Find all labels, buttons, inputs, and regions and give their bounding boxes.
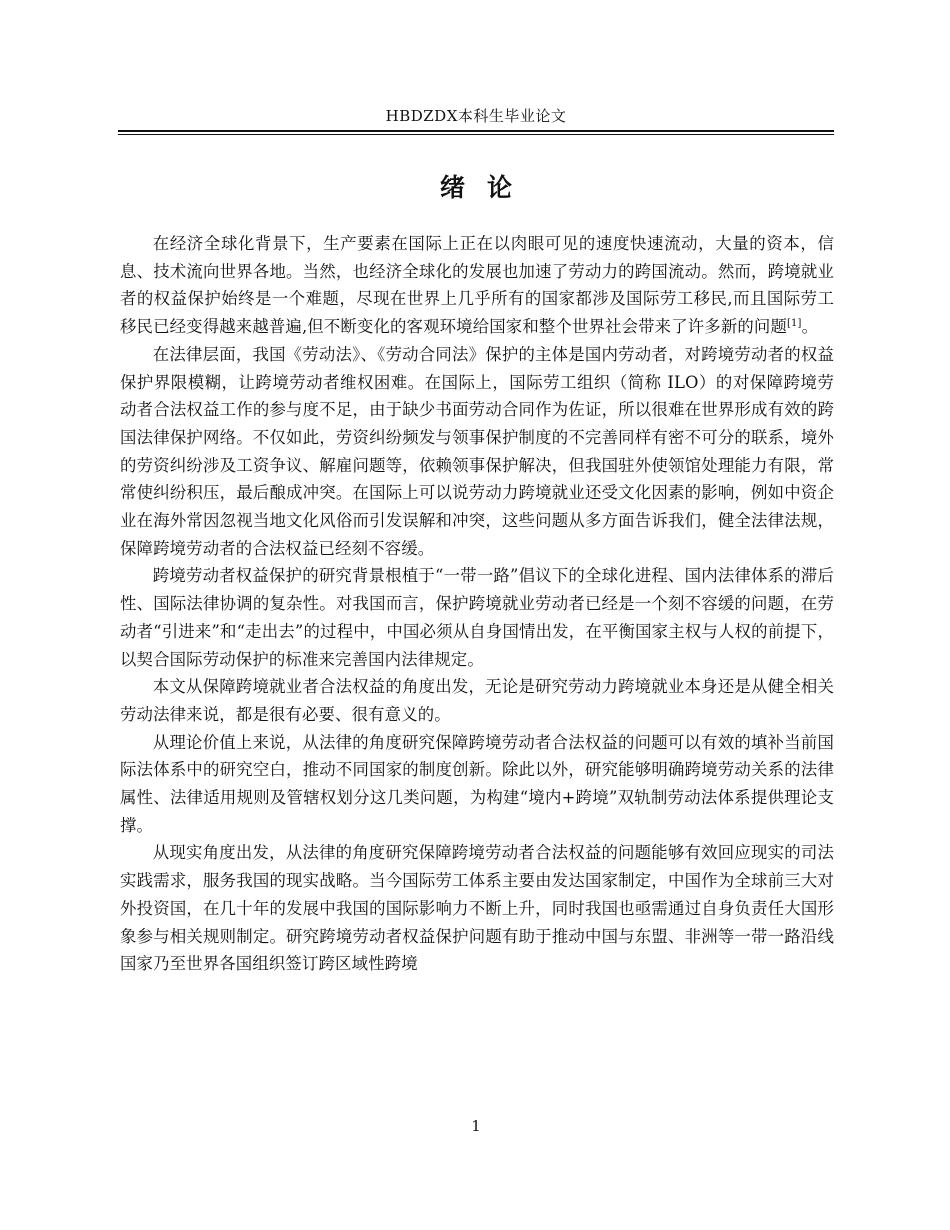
paragraph bbox=[120, 562, 834, 673]
paragraph bbox=[120, 729, 834, 840]
paragraph-text: 在经济全球化背景下，生产要素在国际上正在以肉眼可见的速度快速流动，大量的资本，信息、技术流向世界各地。当然，也经济全球化的发展也加速了劳动力的跨国流动。然而，跨境就业者的权益保护始终是一个难题，尽现在世界上几乎所有的国家都涉及国际劳工移民,而且国际劳工移民已经变得越来越普遍,但不断变化的客观环境给国家和整个世界社会带来了许多新的问题 bbox=[120, 234, 834, 337]
paragraph bbox=[120, 341, 834, 563]
body-text bbox=[120, 230, 834, 978]
page-number: 1 bbox=[471, 1117, 481, 1135]
header-title: HBDZDX本科生毕业论文 bbox=[385, 107, 567, 125]
paragraph-tail: 。 bbox=[801, 317, 819, 337]
paragraph-text: 跨境劳动者权益保护的研究背景根植于“一带一路”倡议下的全球化进程、国内法律体系的滞后性、国际法律协调的复杂性。对我国而言，保护跨境就业劳动者已经是一个刻不容缓的问题，在劳动者“引进来”和“走出去”的过程中，中国必须从自身国情出发，在平衡国家主权与人权的前提下，以契合国际劳动保护的标准来完善国内法律规定。 bbox=[120, 566, 834, 669]
header-rule-thick bbox=[118, 130, 834, 132]
paragraph-text: 从理论价值上来说，从法律的角度研究保障跨境劳动者合法权益的问题可以有效的填补当前国际法体系中的研究空白，推动不同国家的制度创新。除此以外，研究能够明确跨境劳动关系的法律属性、法律适用规则及管辖权划分这几类问题，为构建“境内+跨境”双轨制劳动法体系提供理论支撑。 bbox=[120, 732, 834, 835]
paragraph-text: 从现实角度出发，从法律的角度研究保障跨境劳动者合法权益的问题能够有效回应现实的司法实践需求，服务我国的现实战略。当今国际劳工体系主要由发达国家制定，中国作为全球前三大对外投资国，在几十年的发展中我国的国际影响力不断上升，同时我国也亟需通过自身负责任大国形象参与相关规则制定。研究跨境劳动者权益保护问题有助于推动中国与东盟、非洲等一带一路沿线国家乃至世界各国组织签订跨区域性跨境 bbox=[120, 843, 834, 974]
header-rule-thin bbox=[118, 134, 834, 135]
paragraph bbox=[120, 230, 834, 341]
paragraph-text: 在法律层面，我国《劳动法》、《劳动合同法》保护的主体是国内劳动者，对跨境劳动者的权益保护界限模糊，让跨境劳动者维权困难。在国际上，国际劳工组织（简称 ILO）的对保障跨境劳动者合法权益工作的参与度不足，由于缺少书面劳动合同作为佐证，所以很难在世界形成有效的跨国法律保护网络。不仅如此，劳资纠纷频发与领事保护制度的不完善同样有密不可分的联系，境外的劳资纠纷涉及工资争议、解雇问题等，依赖领事保护解决，但我国驻外使领馆处理能力有限，常常使纠纷积压，最后酿成冲突。在国际上可以说劳动力跨境就业还受文化因素的影响，例如中资企业在海外常因忽视当地文化风俗而引发误解和冲突，这些问题从多方面告诉我们，健全法律法规，保障跨境劳动者的合法权益已经刻不容缓。 bbox=[120, 344, 834, 558]
paragraph bbox=[120, 673, 834, 728]
paragraph-text: 本文从保障跨境就业者合法权益的角度出发，无论是研究劳动力跨境就业本身还是从健全相关劳动法律来说，都是很有必要、很有意义的。 bbox=[120, 677, 834, 724]
chapter-title: 绪论 bbox=[439, 173, 534, 202]
page-header bbox=[118, 104, 834, 138]
citation-ref: [1] bbox=[786, 318, 802, 330]
paragraph bbox=[120, 839, 834, 978]
